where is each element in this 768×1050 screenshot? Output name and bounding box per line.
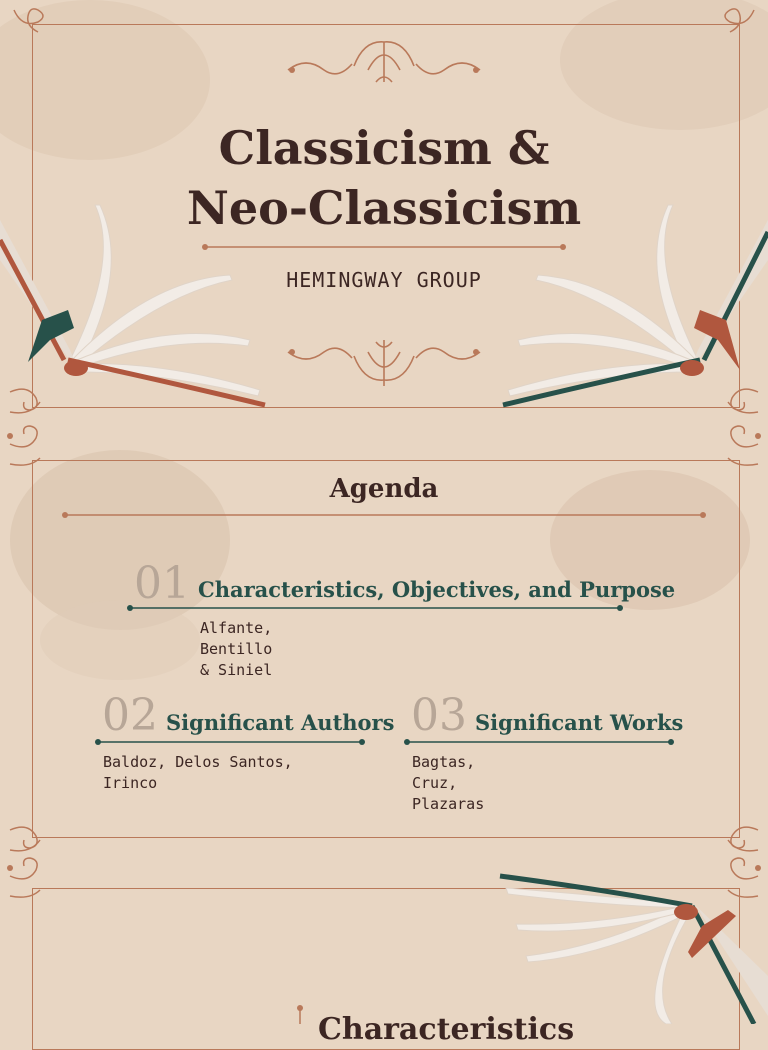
agenda-item-title: Significant Authors (166, 710, 395, 735)
group-name: HEMINGWAY GROUP (286, 268, 482, 292)
agenda-item-rule (95, 739, 365, 745)
open-book-corner-illustration (496, 866, 768, 1024)
agenda-item-members: Bagtas, Cruz, Plazaras (412, 753, 485, 813)
title-line-2: Neo-Classicism (186, 181, 582, 235)
open-book-left-illustration (0, 200, 270, 412)
agenda-number: 03 (411, 690, 467, 741)
agenda-item-rule (404, 739, 674, 745)
top-ornament (284, 36, 484, 90)
agenda-divider (62, 512, 706, 518)
agenda-number: 01 (134, 558, 190, 609)
agenda-number: 02 (102, 690, 158, 741)
agenda-item-rule (127, 605, 623, 611)
agenda-item-members: Baldoz, Delos Santos, Irinco (103, 753, 293, 792)
agenda-item-title: Significant Works (475, 710, 684, 735)
heading-marker (296, 1004, 304, 1024)
bottom-ornament (284, 334, 484, 390)
open-book-right-illustration (498, 200, 768, 412)
next-slide-title: Characteristics (318, 1012, 575, 1047)
agenda-item-title: Characteristics, Objectives, and Purpose (198, 577, 676, 602)
agenda-heading: Agenda (329, 474, 439, 504)
agenda-item-members: Alfante, Bentillo & Siniel (200, 619, 273, 679)
title-line-1: Classicism & (218, 121, 550, 175)
